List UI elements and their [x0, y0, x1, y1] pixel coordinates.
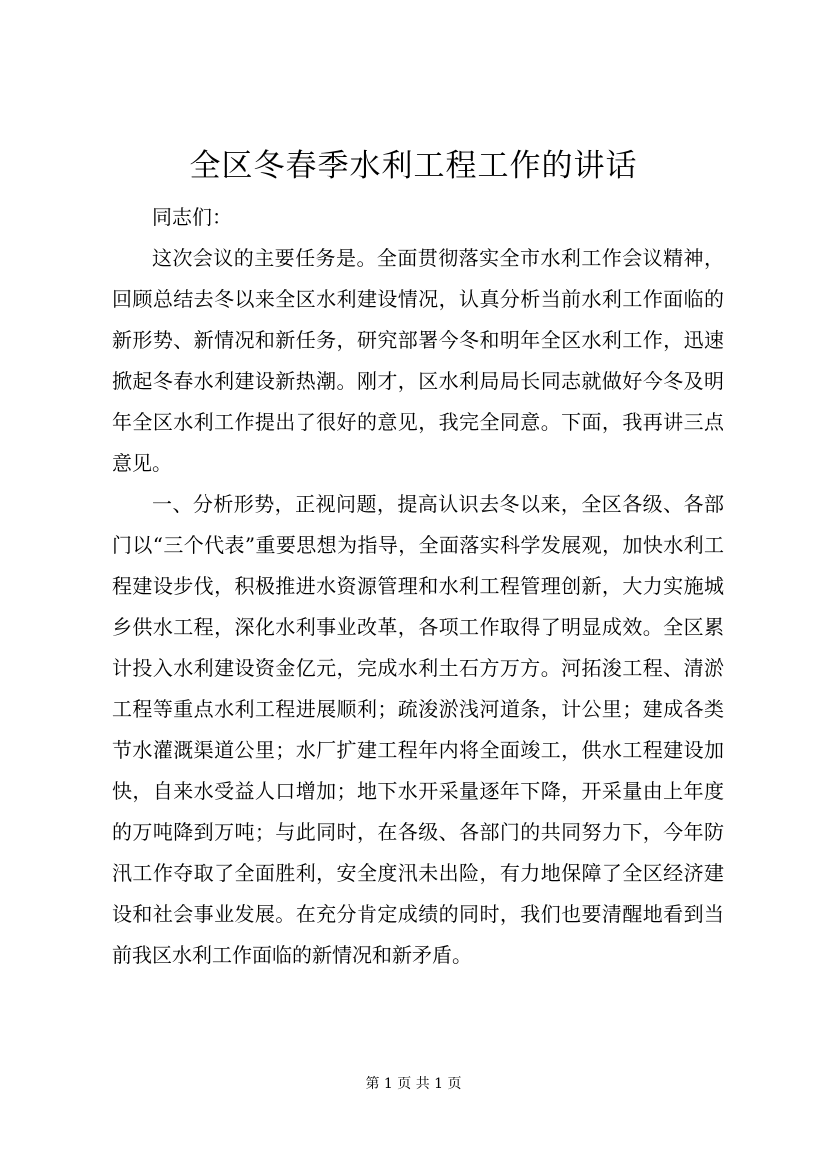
paragraph-2: 一、分析形势，正视问题，提高认识去冬以来，全区各级、各部门以“三个代表”重要思想为指导，全面落实科学发展观，加快水利工程建设步伐，积极推进水资源管理和水利工程管理创新，大力实施城乡供水工程，深化水利事业改革，各项工作取得了明显成效。全区累计投入水利建设资金亿元，完成水利土石方万方。河拓浚工程、清淤工程等重点水利工程进展顺利；疏浚淤浅河道条，计公里；建成各类节水灌溉渠道公里；水厂扩建工程年内将全面竣工，供水工程建设加快，自来水受益人口增加；地下水开采量逐年下降，开采量由上年度的万吨降到万吨；与此同时，在各级、各部门的共同努力下，今年防汛工作夺取了全面胜利，安全度汛未出险，有力地保障了全区经济建设和社会事业发展。在充分肯定成绩的同时，我们也要清醒地看到当前我区水利工作面临的新情况和新矛盾。	[112, 492, 724, 967]
paragraph-1: 这次会议的主要任务是。全面贯彻落实全市水利工作会议精神，回顾总结去冬以来全区水利建设情况，认真分析当前水利工作面临的新形势、新情况和新任务，研究部署今冬和明年全区水利工作，迅速掀起冬春水利建设新热潮。刚才，区水利局局长同志就做好今冬及明年全区水利工作提出了很好的意见，我完全同意。下面，我再讲三点意见。	[112, 246, 724, 475]
document-title: 全区冬春季水利工程工作的讲话	[189, 148, 638, 184]
salutation: 同志们：	[152, 205, 232, 229]
document-body	[112, 197, 724, 976]
page-footer: 第 1 页 共 1 页	[365, 1076, 462, 1092]
